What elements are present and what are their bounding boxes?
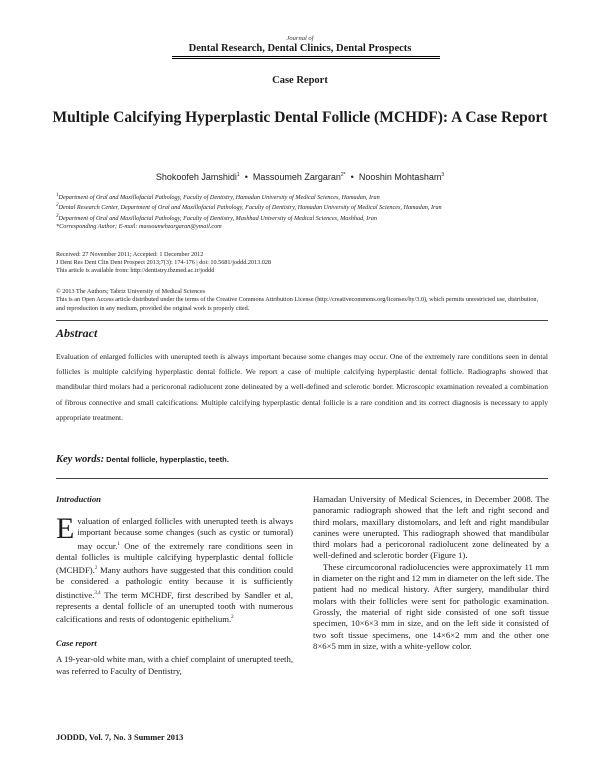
author-name: Shokoofeh Jamshidi xyxy=(155,172,237,182)
case-report-continued: Hamadan University of Medical Sciences, in December 2008. The panoramic radiograph showed that the left and right second and third molars, maxillary distomolars, and left and right mandibular canines were unerupted. This radiograph showed that mandibular third molars had a pericoronal radiolucent zone delineated by a well-defined and sclerotic border (Figure 1). xyxy=(313,494,549,561)
citation-line: J Dent Res Dent Clin Dent Prospect 2013;7(3): 174-176 | doi: 10.5681/joddd.2013.028 xyxy=(56,259,272,267)
keywords-label: Key words: xyxy=(56,454,105,465)
header-rule-thin xyxy=(172,58,440,59)
keywords-value: Dental follicle, hyperplastic, teeth. xyxy=(106,455,229,464)
author-sup: 3 xyxy=(441,172,445,178)
author-separator: • xyxy=(244,172,248,182)
paper-title: Multiple Calcifying Hyperplastic Dental Follicle (MCHDF): A Case Report xyxy=(52,109,548,126)
case-report-heading: Case report xyxy=(56,638,97,649)
author-sup: 1 xyxy=(236,172,240,178)
keywords-rule xyxy=(56,478,548,479)
introduction-paragraph: Evaluation of enlarged follicles with unerupted teeth is always important because some changes (such as cystic or tumoral) may occur.$^1$ One of the extremely rare conditions seen in dental follicles is multiple calcifying hyperplastic dental follicle (MCHDF).$^2$ Many authors have suggested that this condition could be considered a pathologic entity because it is sufficiently distinctive.$^{3,4}$ The term MCHDF, first described by Sandler et al, represents a dental follicle of an unerupted tooth with numerous calcifications and rests of odontogenic epithelium.$^2$ xyxy=(56,512,293,624)
journal-of-label: Journal of xyxy=(286,35,314,42)
license-text: This is an Open Access article distributed under the terms of the Creative Commons Attribution License (http://creativecommons.org/licenses/by/3.0), which permits unrestricted use, distribution, and reproduction in any medium, provided the original work is properly cited. xyxy=(56,296,539,312)
left-column xyxy=(56,494,293,677)
author-sup: 2* xyxy=(340,172,346,178)
author-name: Nooshin Mohtasham xyxy=(358,172,442,182)
page-footer: JODDD, Vol. 7, No. 3 Summer 2013 xyxy=(56,733,184,742)
received-accepted: Received: 27 November 2011; Accepted: 1 December 2012 xyxy=(56,251,204,258)
author-list xyxy=(0,172,600,182)
drop-cap: E xyxy=(56,512,75,545)
case-report-paragraph: A 19-year-old white man, with a chief complaint of unerupted teeth, was referred to Faculty of Dentistry, xyxy=(56,654,293,676)
affiliation-item: $^3$Department of Oral and Maxillofacial Pathology, Faculty of Dentistry, Mashhad University of Medical Sciences, Mashhad, Iran xyxy=(56,213,377,222)
copyright-block xyxy=(56,288,548,313)
abstract-text: Evaluation of enlarged follicles with unerupted teeth is always important because some changes may occur. One of the extremely rare conditions seen in dental follicles is multiple calcifying hyperplastic dental follicle. We report a case of multiple calcifying hyperplastic dental follicle. Radiographs showed that mandibular third molars had a pericoronal radiolucent zone delineated by a well-defined and sclerotic border. Microscopic examination revealed a combination of fibrous connective and small calcifications. Multiple calcifying hyperplastic dental follicle is a rare condition and its correct diagnosis is necessary to apply appropriate treatment. xyxy=(56,352,548,422)
case-report-paragraph-2: These circumcoronal radiolucencies were approximately 11 mm in diameter on the right and 12 mm in diameter on the left side. The patient had no medical history. After surgery, mandibular third molars with their follicles were sent for pathologic examination. Grossly, the material of right side consisted of one soft tissue specimen, 10×6×3 mm in size, and on the left side it consisted of two soft tissue specimens, one 14×6×2 mm and the other one 8×6×5 mm in size, with a white-yellow color. xyxy=(313,561,549,651)
article-dates xyxy=(56,251,546,276)
availability-link[interactable]: This article is available from: http://dentistry.tbzmed.ac.ir/joddd xyxy=(56,267,215,275)
author-separator: • xyxy=(350,172,354,182)
introduction-heading: Introduction xyxy=(56,494,101,504)
article-type: Case Report xyxy=(272,75,328,86)
affiliations xyxy=(56,192,546,232)
journal-name: Dental Research, Dental Clinics, Dental Prospects xyxy=(188,43,412,54)
keywords xyxy=(56,454,229,465)
copyright-line: © 2013 The Authors; Tabriz University of Medical Sciences xyxy=(56,288,206,295)
header-rule xyxy=(172,56,440,57)
affiliation-item: $^2$Dental Research Center, Department of Oral and Maxillofacial Pathology, Faculty of Dentistry, Hamadan University of Medical Sciences, Hamadan, Iran xyxy=(56,203,442,212)
corresponding-author: *Corresponding Author; E-mail: massoumehzargaran@ymail.com xyxy=(56,223,222,231)
affiliation-item: $^1$Department of Oral and Maxillofacial Pathology, Faculty of Dentistry, Hamadan University of Medical Sciences, Hamadan, Iran xyxy=(56,193,380,202)
author-name: Massoumeh Zargaran xyxy=(252,172,341,182)
right-column xyxy=(313,494,549,652)
abstract-heading: Abstract xyxy=(56,326,98,340)
abstract-top-rule xyxy=(56,320,548,321)
